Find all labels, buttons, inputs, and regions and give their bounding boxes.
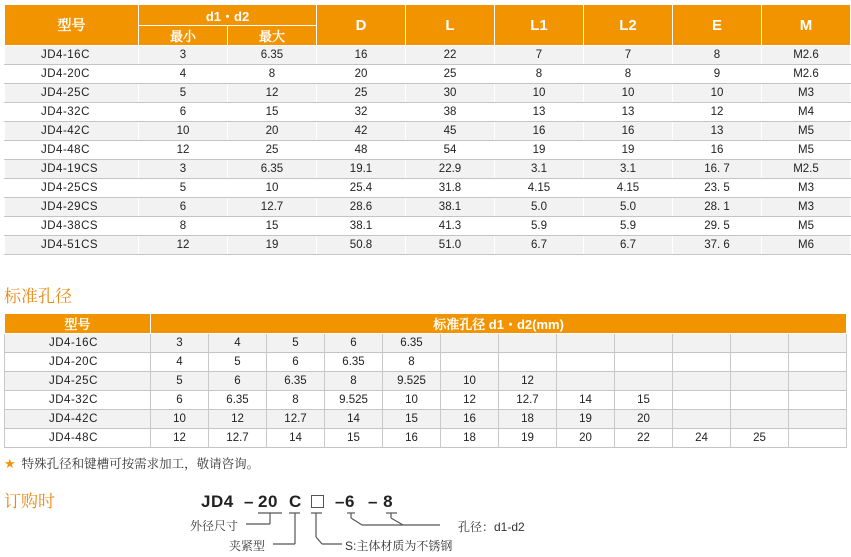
- bore-value-cell: 8: [383, 353, 441, 372]
- bore-value-cell: [441, 353, 499, 372]
- bore-value-cell: 20: [557, 429, 615, 448]
- spec-value-cell: 12.7: [228, 198, 317, 217]
- spec-value-cell: 10: [495, 84, 584, 103]
- spec-value-cell: 7: [495, 46, 584, 65]
- spec-value-cell: 10: [584, 84, 673, 103]
- spec-value-cell: 23. 5: [673, 179, 762, 198]
- spec-value-cell: 19.1: [317, 160, 406, 179]
- bore-value-cell: [731, 334, 789, 353]
- spec-value-cell: 16: [317, 46, 406, 65]
- bore-value-cell: 4: [209, 334, 267, 353]
- spec-model-cell: JD4-29CS: [5, 198, 139, 217]
- spec-value-cell: 12: [673, 103, 762, 122]
- spec-value-cell: 15: [228, 217, 317, 236]
- bore-value-cell: 24: [673, 429, 731, 448]
- header-bore-min: 最小: [139, 26, 228, 46]
- spec-value-cell: 32: [317, 103, 406, 122]
- order-code-size: 20: [258, 492, 278, 511]
- spec-value-cell: M2.6: [762, 46, 851, 65]
- spec-value-cell: 10: [673, 84, 762, 103]
- header-L1: L1: [495, 5, 584, 46]
- spec-value-cell: 16: [673, 141, 762, 160]
- bore-value-cell: 12: [441, 391, 499, 410]
- spec-value-cell: 38: [406, 103, 495, 122]
- bore-value-cell: 12: [151, 429, 209, 448]
- bore-value-cell: [731, 353, 789, 372]
- spec-value-cell: 16: [495, 122, 584, 141]
- spec-value-cell: M5: [762, 217, 851, 236]
- bore-header-values: 标准孔径 d1・d2(mm): [151, 314, 847, 334]
- spec-value-cell: 5.9: [584, 217, 673, 236]
- spec-value-cell: 12: [139, 236, 228, 255]
- spec-value-cell: 50.8: [317, 236, 406, 255]
- bore-value-cell: [731, 372, 789, 391]
- spec-row: [5, 179, 851, 198]
- spec-value-cell: 31.8: [406, 179, 495, 198]
- bore-value-cell: [615, 372, 673, 391]
- bore-value-cell: 15: [325, 429, 383, 448]
- header-L2: L2: [584, 5, 673, 46]
- spec-model-cell: JD4-19CS: [5, 160, 139, 179]
- spec-value-cell: 8: [139, 217, 228, 236]
- bore-value-cell: 3: [151, 334, 209, 353]
- bore-value-cell: 19: [557, 410, 615, 429]
- spec-value-cell: 22: [406, 46, 495, 65]
- spec-row: [5, 236, 851, 255]
- bore-value-cell: [789, 391, 847, 410]
- spec-value-cell: 5: [139, 179, 228, 198]
- spec-value-cell: M6: [762, 236, 851, 255]
- spec-value-cell: M3: [762, 198, 851, 217]
- spec-value-cell: M4: [762, 103, 851, 122]
- spec-value-cell: 5: [139, 84, 228, 103]
- spec-value-cell: 54: [406, 141, 495, 160]
- bore-value-cell: [789, 410, 847, 429]
- bore-value-cell: 8: [325, 372, 383, 391]
- spec-value-cell: 19: [228, 236, 317, 255]
- spec-value-cell: 12: [139, 141, 228, 160]
- spec-value-cell: 6: [139, 103, 228, 122]
- spec-model-cell: JD4-51CS: [5, 236, 139, 255]
- bore-model-cell: JD4-25C: [5, 372, 151, 391]
- spec-value-cell: 22.9: [406, 160, 495, 179]
- spec-value-cell: 38.1: [406, 198, 495, 217]
- section-title-ordering: 订购时: [4, 492, 55, 511]
- bore-value-cell: [441, 334, 499, 353]
- bore-value-cell: [499, 334, 557, 353]
- spec-value-cell: M5: [762, 122, 851, 141]
- bore-value-cell: 12: [209, 410, 267, 429]
- bore-value-cell: 12.7: [267, 410, 325, 429]
- spec-value-cell: 51.0: [406, 236, 495, 255]
- bore-model-cell: JD4-42C: [5, 410, 151, 429]
- spec-model-cell: JD4-25CS: [5, 179, 139, 198]
- spec-value-cell: 8: [495, 65, 584, 84]
- bore-value-cell: 14: [267, 429, 325, 448]
- spec-value-cell: M5: [762, 141, 851, 160]
- spec-value-cell: 41.3: [406, 217, 495, 236]
- spec-model-cell: JD4-32C: [5, 103, 139, 122]
- bore-value-cell: 6: [267, 353, 325, 372]
- spec-value-cell: 6.7: [495, 236, 584, 255]
- bore-value-cell: [731, 410, 789, 429]
- spec-value-cell: M3: [762, 179, 851, 198]
- bore-model-cell: JD4-32C: [5, 391, 151, 410]
- spec-value-cell: 42: [317, 122, 406, 141]
- bore-value-cell: [673, 391, 731, 410]
- spec-value-cell: 20: [317, 65, 406, 84]
- order-code-type: C: [289, 492, 302, 511]
- bore-value-cell: [557, 353, 615, 372]
- bore-value-cell: 15: [383, 410, 441, 429]
- bore-value-cell: [673, 353, 731, 372]
- spec-model-cell: JD4-20C: [5, 65, 139, 84]
- order-code-bore1: –6: [335, 492, 355, 511]
- bore-value-cell: [789, 372, 847, 391]
- spec-table: [4, 4, 851, 255]
- bore-value-cell: 6.35: [267, 372, 325, 391]
- bore-value-cell: [557, 372, 615, 391]
- spec-value-cell: 16. 7: [673, 160, 762, 179]
- bore-value-cell: 6.35: [383, 334, 441, 353]
- spec-value-cell: 15: [228, 103, 317, 122]
- note-text: 特殊孔径和键槽可按需求加工，敬请咨询。: [21, 457, 260, 471]
- bore-row: [5, 334, 847, 353]
- spec-value-cell: 19: [495, 141, 584, 160]
- bore-table: [4, 313, 847, 448]
- bore-value-cell: 4: [151, 353, 209, 372]
- spec-value-cell: M2.6: [762, 65, 851, 84]
- bore-value-cell: 12.7: [209, 429, 267, 448]
- bore-value-cell: 9.525: [383, 372, 441, 391]
- bore-value-cell: [789, 334, 847, 353]
- spec-value-cell: 8: [228, 65, 317, 84]
- spec-row: [5, 122, 851, 141]
- spec-value-cell: 6: [139, 198, 228, 217]
- bore-value-cell: [673, 372, 731, 391]
- spec-value-cell: 4: [139, 65, 228, 84]
- header-bore: d1・d2: [139, 5, 317, 26]
- section-title-standard-bore: 标准孔径: [4, 287, 72, 306]
- spec-model-cell: JD4-48C: [5, 141, 139, 160]
- spec-value-cell: 37. 6: [673, 236, 762, 255]
- spec-row: [5, 160, 851, 179]
- bore-value-cell: 25: [731, 429, 789, 448]
- order-code-material-box: [311, 495, 324, 508]
- spec-value-cell: 8: [584, 65, 673, 84]
- spec-value-cell: M3: [762, 84, 851, 103]
- bore-value-cell: [789, 429, 847, 448]
- spec-value-cell: 6.35: [228, 46, 317, 65]
- bore-value-cell: 9.525: [325, 391, 383, 410]
- spec-row: [5, 65, 851, 84]
- spec-value-cell: 25: [406, 65, 495, 84]
- bore-value-cell: 10: [383, 391, 441, 410]
- spec-value-cell: 25.4: [317, 179, 406, 198]
- order-code-bore2: – 8: [368, 492, 394, 511]
- bore-value-cell: [557, 334, 615, 353]
- bore-value-cell: 14: [557, 391, 615, 410]
- spec-value-cell: 3: [139, 160, 228, 179]
- spec-value-cell: 45: [406, 122, 495, 141]
- spec-value-cell: 13: [584, 103, 673, 122]
- bore-header-model: 型号: [5, 314, 151, 334]
- bore-value-cell: [673, 410, 731, 429]
- spec-value-cell: 3.1: [584, 160, 673, 179]
- bore-value-cell: [615, 353, 673, 372]
- spec-model-cell: JD4-25C: [5, 84, 139, 103]
- header-bore-max: 最大: [228, 26, 317, 46]
- spec-value-cell: 16: [584, 122, 673, 141]
- spec-value-cell: 4.15: [584, 179, 673, 198]
- bore-value-cell: 6.35: [325, 353, 383, 372]
- bore-value-cell: [731, 391, 789, 410]
- spec-row: [5, 103, 851, 122]
- spec-value-cell: 28. 1: [673, 198, 762, 217]
- bore-row: [5, 372, 847, 391]
- order-label-size: 外径尺寸: [190, 519, 239, 533]
- bore-value-cell: 15: [615, 391, 673, 410]
- order-label-clamp: 夹紧型: [229, 539, 266, 553]
- bore-value-cell: [789, 353, 847, 372]
- spec-row: [5, 84, 851, 103]
- spec-model-cell: JD4-16C: [5, 46, 139, 65]
- bore-value-cell: 18: [499, 410, 557, 429]
- bore-value-cell: 5: [151, 372, 209, 391]
- spec-value-cell: 20: [228, 122, 317, 141]
- order-code-prefix: JD4: [201, 492, 234, 511]
- bore-row: [5, 410, 847, 429]
- spec-value-cell: 9: [673, 65, 762, 84]
- bore-model-cell: JD4-20C: [5, 353, 151, 372]
- spec-row: [5, 141, 851, 160]
- bore-value-cell: 19: [499, 429, 557, 448]
- bore-value-cell: 12: [499, 372, 557, 391]
- spec-value-cell: 12: [228, 84, 317, 103]
- spec-value-cell: 4.15: [495, 179, 584, 198]
- order-code-dash: –: [244, 492, 254, 511]
- bore-value-cell: 10: [151, 410, 209, 429]
- spec-value-cell: 28.6: [317, 198, 406, 217]
- spec-value-cell: M2.5: [762, 160, 851, 179]
- bore-value-cell: 6: [325, 334, 383, 353]
- order-label-material: S:主体材质为不锈钢: [345, 539, 453, 553]
- header-E: E: [673, 5, 762, 46]
- bore-value-cell: 22: [615, 429, 673, 448]
- bore-value-cell: 6.35: [209, 391, 267, 410]
- order-label-bore: 孔径：d1-d2: [458, 520, 525, 534]
- spec-row: [5, 198, 851, 217]
- bore-value-cell: 5: [209, 353, 267, 372]
- bore-value-cell: 10: [441, 372, 499, 391]
- spec-row: [5, 46, 851, 65]
- spec-model-cell: JD4-38CS: [5, 217, 139, 236]
- header-D: D: [317, 5, 406, 46]
- bore-model-cell: JD4-16C: [5, 334, 151, 353]
- spec-row: [5, 217, 851, 236]
- spec-value-cell: 5.0: [584, 198, 673, 217]
- bore-value-cell: [673, 334, 731, 353]
- bore-value-cell: [499, 353, 557, 372]
- spec-value-cell: 3: [139, 46, 228, 65]
- spec-value-cell: 48: [317, 141, 406, 160]
- bore-value-cell: 5: [267, 334, 325, 353]
- bore-value-cell: 16: [383, 429, 441, 448]
- spec-value-cell: 5.0: [495, 198, 584, 217]
- header-M: M: [762, 5, 851, 46]
- bore-value-cell: [615, 334, 673, 353]
- bore-row: [5, 429, 847, 448]
- spec-value-cell: 25: [317, 84, 406, 103]
- header-L: L: [406, 5, 495, 46]
- star-icon: ★: [4, 456, 16, 471]
- bore-row: [5, 391, 847, 410]
- spec-value-cell: 3.1: [495, 160, 584, 179]
- spec-value-cell: 5.9: [495, 217, 584, 236]
- spec-value-cell: 13: [495, 103, 584, 122]
- spec-value-cell: 6.7: [584, 236, 673, 255]
- spec-value-cell: 10: [228, 179, 317, 198]
- spec-value-cell: 7: [584, 46, 673, 65]
- bore-model-cell: JD4-48C: [5, 429, 151, 448]
- spec-value-cell: 10: [139, 122, 228, 141]
- spec-value-cell: 30: [406, 84, 495, 103]
- bore-value-cell: 18: [441, 429, 499, 448]
- bore-value-cell: 6: [209, 372, 267, 391]
- spec-model-cell: JD4-42C: [5, 122, 139, 141]
- note: [4, 454, 259, 472]
- bore-value-cell: 6: [151, 391, 209, 410]
- spec-value-cell: 13: [673, 122, 762, 141]
- bore-row: [5, 353, 847, 372]
- spec-value-cell: 19: [584, 141, 673, 160]
- header-model: 型号: [5, 5, 139, 46]
- spec-value-cell: 38.1: [317, 217, 406, 236]
- spec-value-cell: 29. 5: [673, 217, 762, 236]
- bore-value-cell: 12.7: [499, 391, 557, 410]
- spec-value-cell: 6.35: [228, 160, 317, 179]
- spec-value-cell: 8: [673, 46, 762, 65]
- bore-value-cell: 16: [441, 410, 499, 429]
- bore-value-cell: 8: [267, 391, 325, 410]
- bore-value-cell: 14: [325, 410, 383, 429]
- spec-value-cell: 25: [228, 141, 317, 160]
- bore-value-cell: 20: [615, 410, 673, 429]
